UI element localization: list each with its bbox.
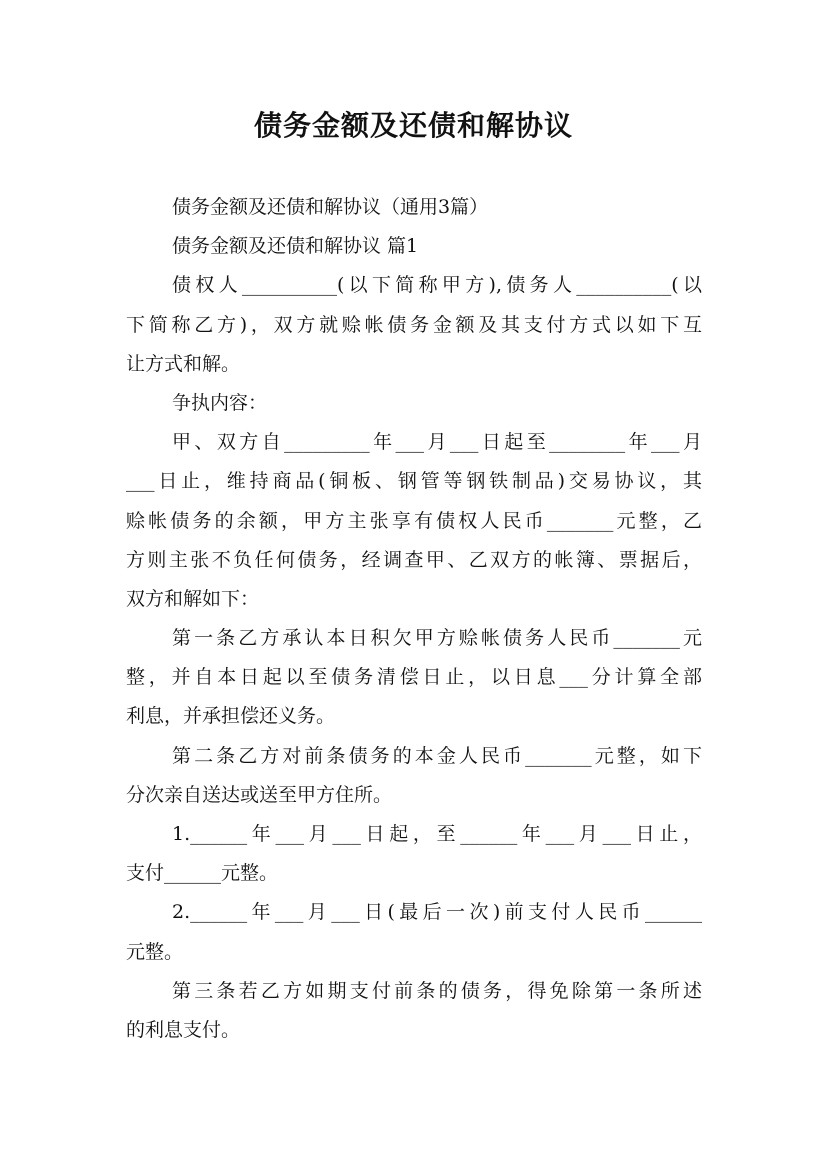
paragraph-line: 债权人__________(以下简称甲方),债务人__________(以: [172, 274, 702, 297]
paragraph-line: 分次亲自送达或送至甲方住所。: [126, 783, 393, 806]
paragraph-line: 1.______年___月___日起，至______年___月___日止，: [172, 823, 702, 845]
paragraph: [126, 741, 702, 819]
paragraph-line: 第三条若乙方如期支付前条的债务，得免除第一条所述: [172, 979, 702, 1002]
paragraph: [126, 623, 702, 741]
paragraph-line: 赊帐债务的余额，甲方主张享有债权人民币_______元整，乙: [126, 509, 702, 532]
paragraph-line: 债务金额及还债和解协议（通用3篇）: [172, 196, 489, 218]
paragraph-line: 债务金额及还债和解协议 篇1: [172, 235, 419, 258]
paragraph-line: 第一条乙方承认本日积欠甲方赊帐债务人民币_______元: [172, 627, 702, 650]
paragraph-line: 双方和解如下：: [126, 587, 260, 610]
paragraph-line: 让方式和解。: [126, 352, 241, 375]
paragraph-line: 2.______年___月___日(最后一次)前支付人民币______: [172, 901, 702, 924]
paragraph-line: 整，并自本日起以至债务清偿日止，以日息___分计算全部: [126, 666, 702, 689]
paragraph-line: 利息，并承担偿还义务。: [126, 705, 336, 728]
paragraph-line: 第二条乙方对前条债务的本金人民币_______元整，如下: [172, 744, 702, 767]
paragraph: [126, 976, 702, 1054]
paragraph-line: 支付______元整。: [126, 862, 279, 885]
document-body: [126, 192, 702, 1054]
paragraph-line: 的利息支付。: [126, 1018, 241, 1041]
paragraph: [126, 427, 702, 623]
paragraph-line: ___日止，维持商品(铜板、钢管等钢铁制品)交易协议，其: [126, 470, 702, 493]
paragraph-line: 甲、双方自_________年___月___日起至________年___月: [172, 431, 702, 454]
paragraph-line: 方则主张不负任何债务，经调查甲、乙双方的帐簿、票据后，: [126, 548, 702, 571]
paragraph: [126, 231, 702, 270]
paragraph: [126, 897, 702, 975]
paragraph-line: 下简称乙方)，双方就赊帐债务金额及其支付方式以如下互: [126, 313, 702, 336]
document-title: 债务金额及还债和解协议: [253, 109, 573, 142]
paragraph: [126, 270, 702, 388]
paragraph-line: 元整。: [126, 940, 184, 963]
paragraph: [126, 819, 702, 897]
paragraph: [126, 192, 702, 231]
paragraph: [126, 388, 702, 427]
paragraph-line: 争执内容：: [172, 391, 268, 414]
